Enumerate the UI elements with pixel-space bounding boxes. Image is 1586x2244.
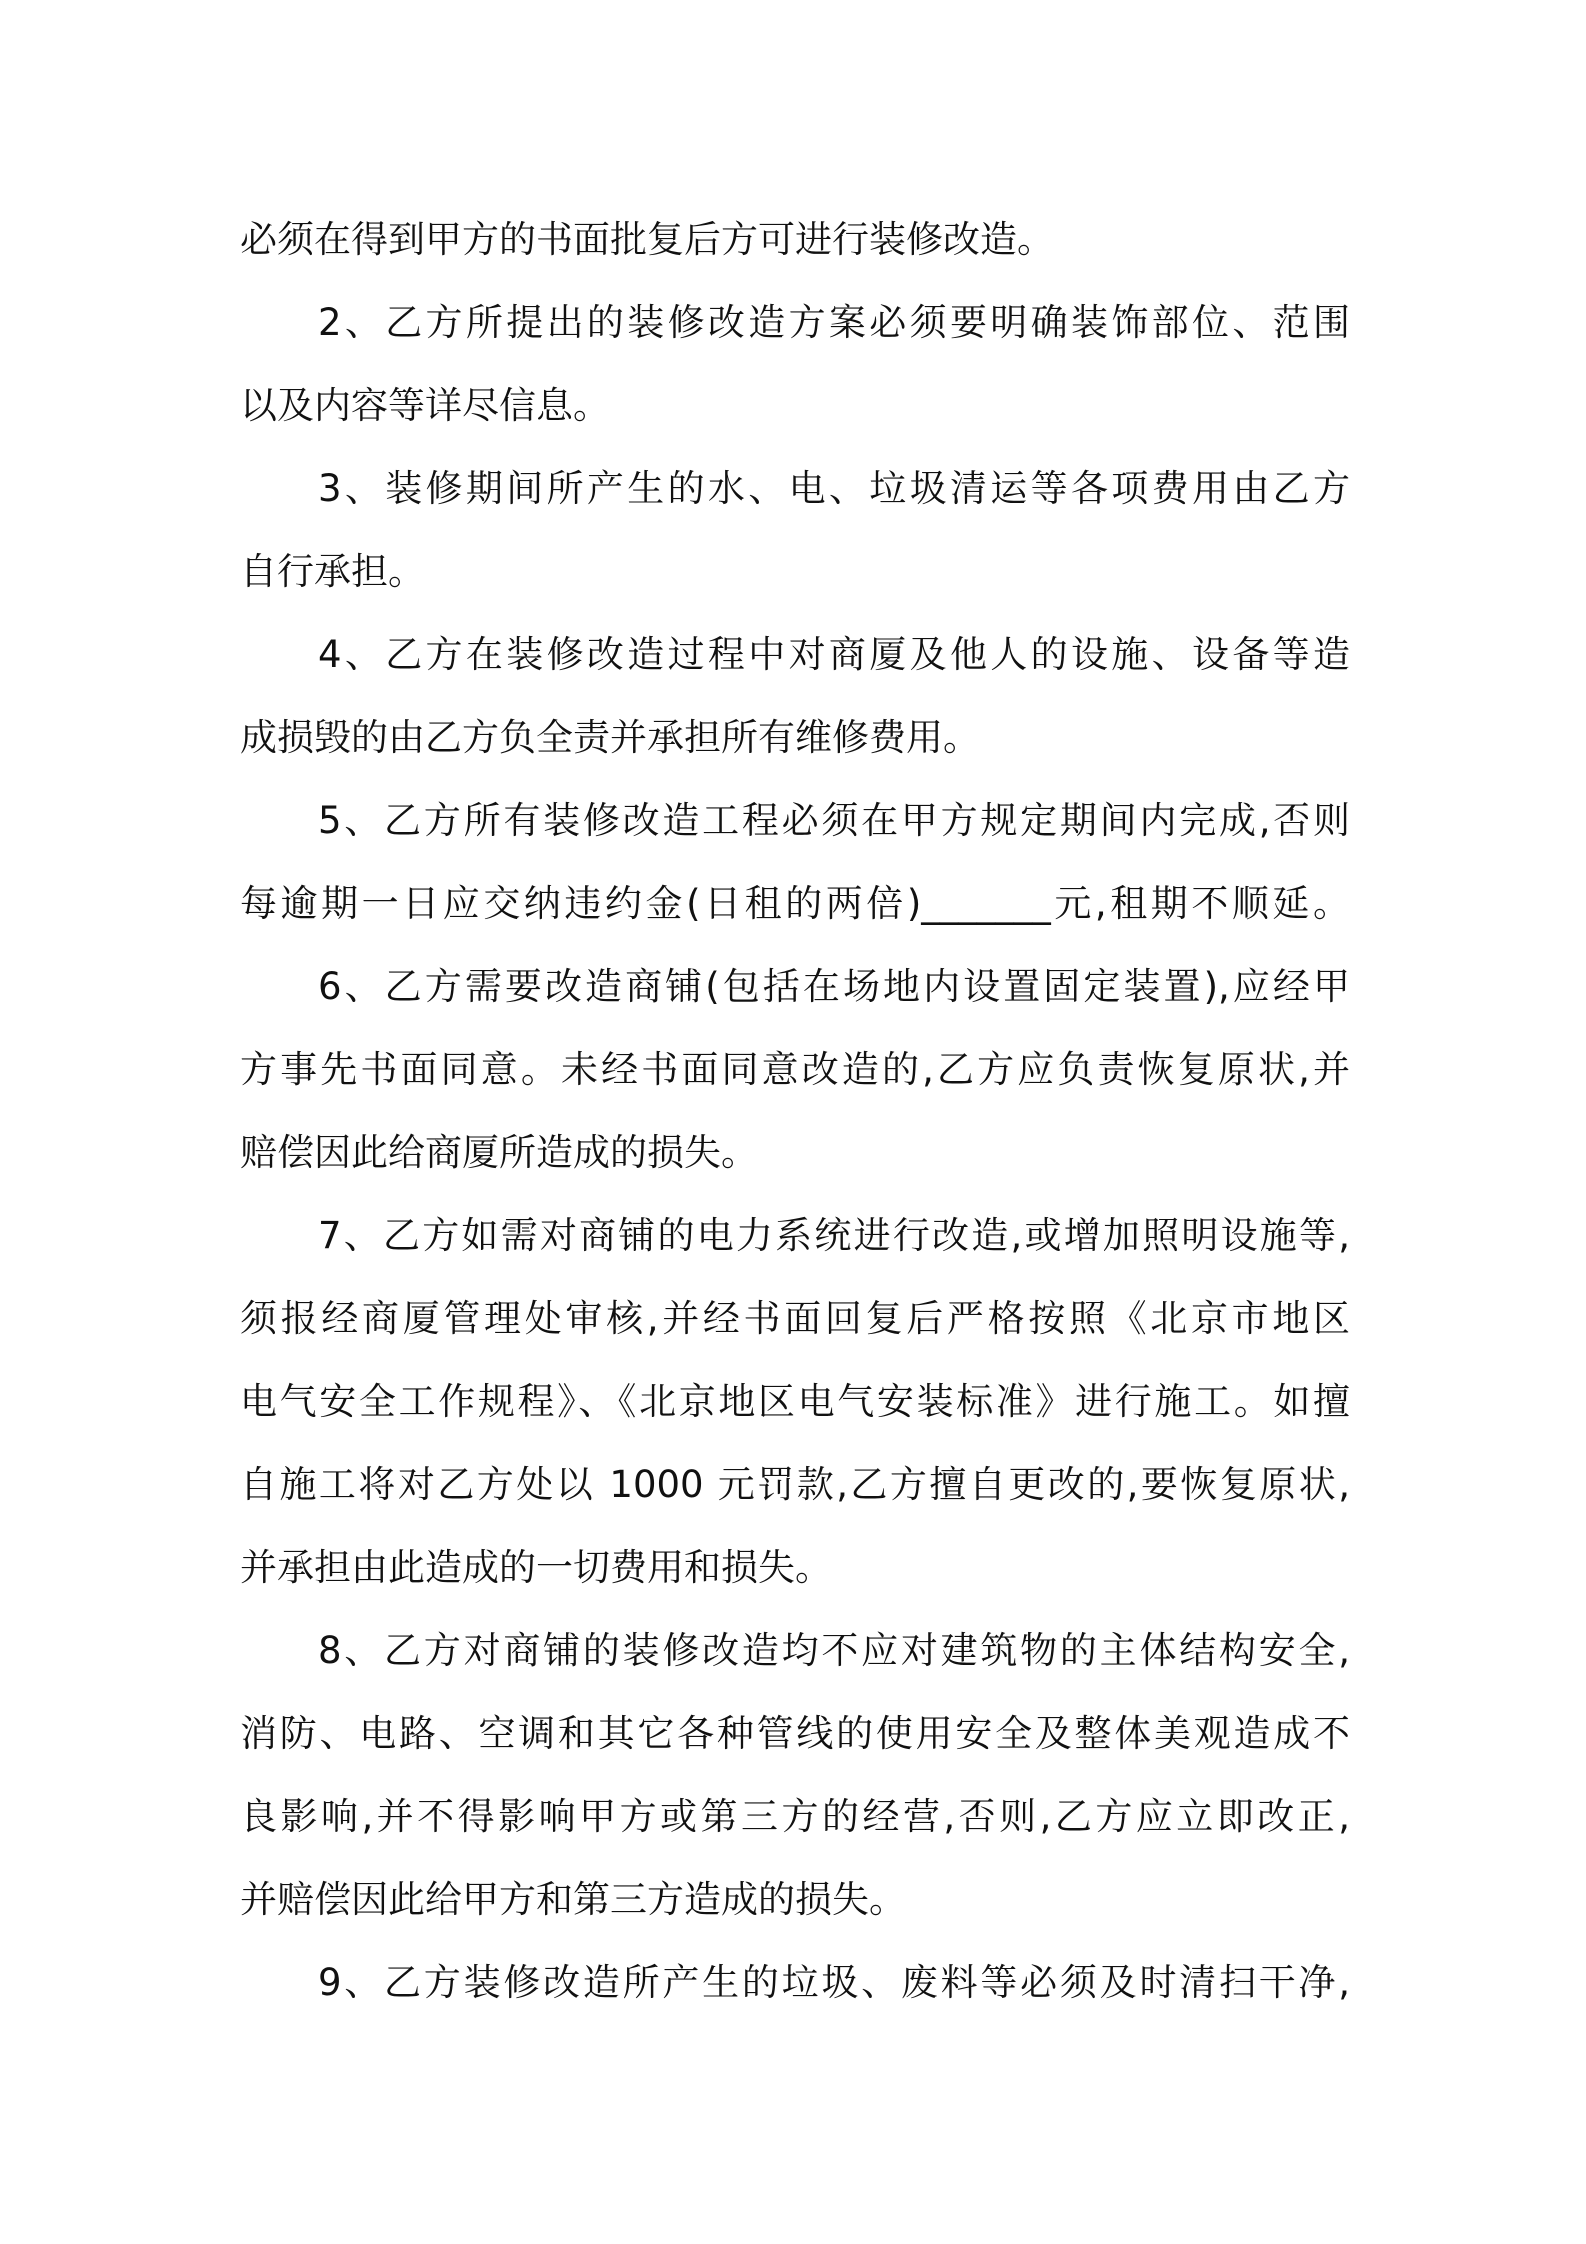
document-body bbox=[240, 198, 1350, 2024]
text-line: 4、乙方在装修改造过程中对商厦及他人的设施、设备等造 bbox=[318, 633, 1350, 676]
text-line: 并承担由此造成的一切费用和损失。 bbox=[240, 1546, 832, 1589]
text-line: 3、装修期间所产生的水、电、垃圾清运等各项费用由乙方 bbox=[318, 467, 1350, 510]
text-line: 电气安全工作规程》、《北京地区电气安装标准》进行施工。如擅 bbox=[240, 1380, 1350, 1423]
text-line: 须报经商厦管理处审核,并经书面回复后严格按照《北京市地区 bbox=[240, 1297, 1350, 1340]
text-line: 自行承担。 bbox=[240, 550, 425, 593]
text-line: 良影响,并不得影响甲方或第三方的经营,否则,乙方应立即改正, bbox=[240, 1795, 1350, 1838]
text-line: 以及内容等详尽信息。 bbox=[240, 384, 610, 427]
text-line: 方事先书面同意。未经书面同意改造的,乙方应负责恢复原状,并 bbox=[240, 1048, 1350, 1091]
text-line: 8、乙方对商铺的装修改造均不应对建筑物的主体结构安全, bbox=[318, 1629, 1350, 1672]
text-line: 2、乙方所提出的装修改造方案必须要明确装饰部位、范围 bbox=[318, 301, 1350, 344]
text-line: 必须在得到甲方的书面批复后方可进行装修改造。 bbox=[240, 218, 1054, 261]
text-line: 自施工将对乙方处以 1000 元罚款,乙方擅自更改的,要恢复原状, bbox=[240, 1463, 1350, 1506]
text-line: 赔偿因此给商厦所造成的损失。 bbox=[240, 1131, 758, 1174]
text-line: 7、乙方如需对商铺的电力系统进行改造,或增加照明设施等, bbox=[318, 1214, 1350, 1257]
text-line: 6、乙方需要改造商铺(包括在场地内设置固定装置),应经甲 bbox=[318, 965, 1350, 1008]
text-line: 每逾期一日应交纳违约金(日租的两倍)_______元,租期不顺延。 bbox=[240, 882, 1350, 925]
text-line: 9、乙方装修改造所产生的垃圾、废料等必须及时清扫干净, bbox=[318, 1961, 1350, 2004]
text-line: 成损毁的由乙方负全责并承担所有维修费用。 bbox=[240, 716, 980, 759]
text-line: 消防、电路、空调和其它各种管线的使用安全及整体美观造成不 bbox=[240, 1712, 1350, 1755]
text-line: 并赔偿因此给甲方和第三方造成的损失。 bbox=[240, 1878, 906, 1921]
text-line: 5、乙方所有装修改造工程必须在甲方规定期间内完成,否则 bbox=[318, 799, 1350, 842]
